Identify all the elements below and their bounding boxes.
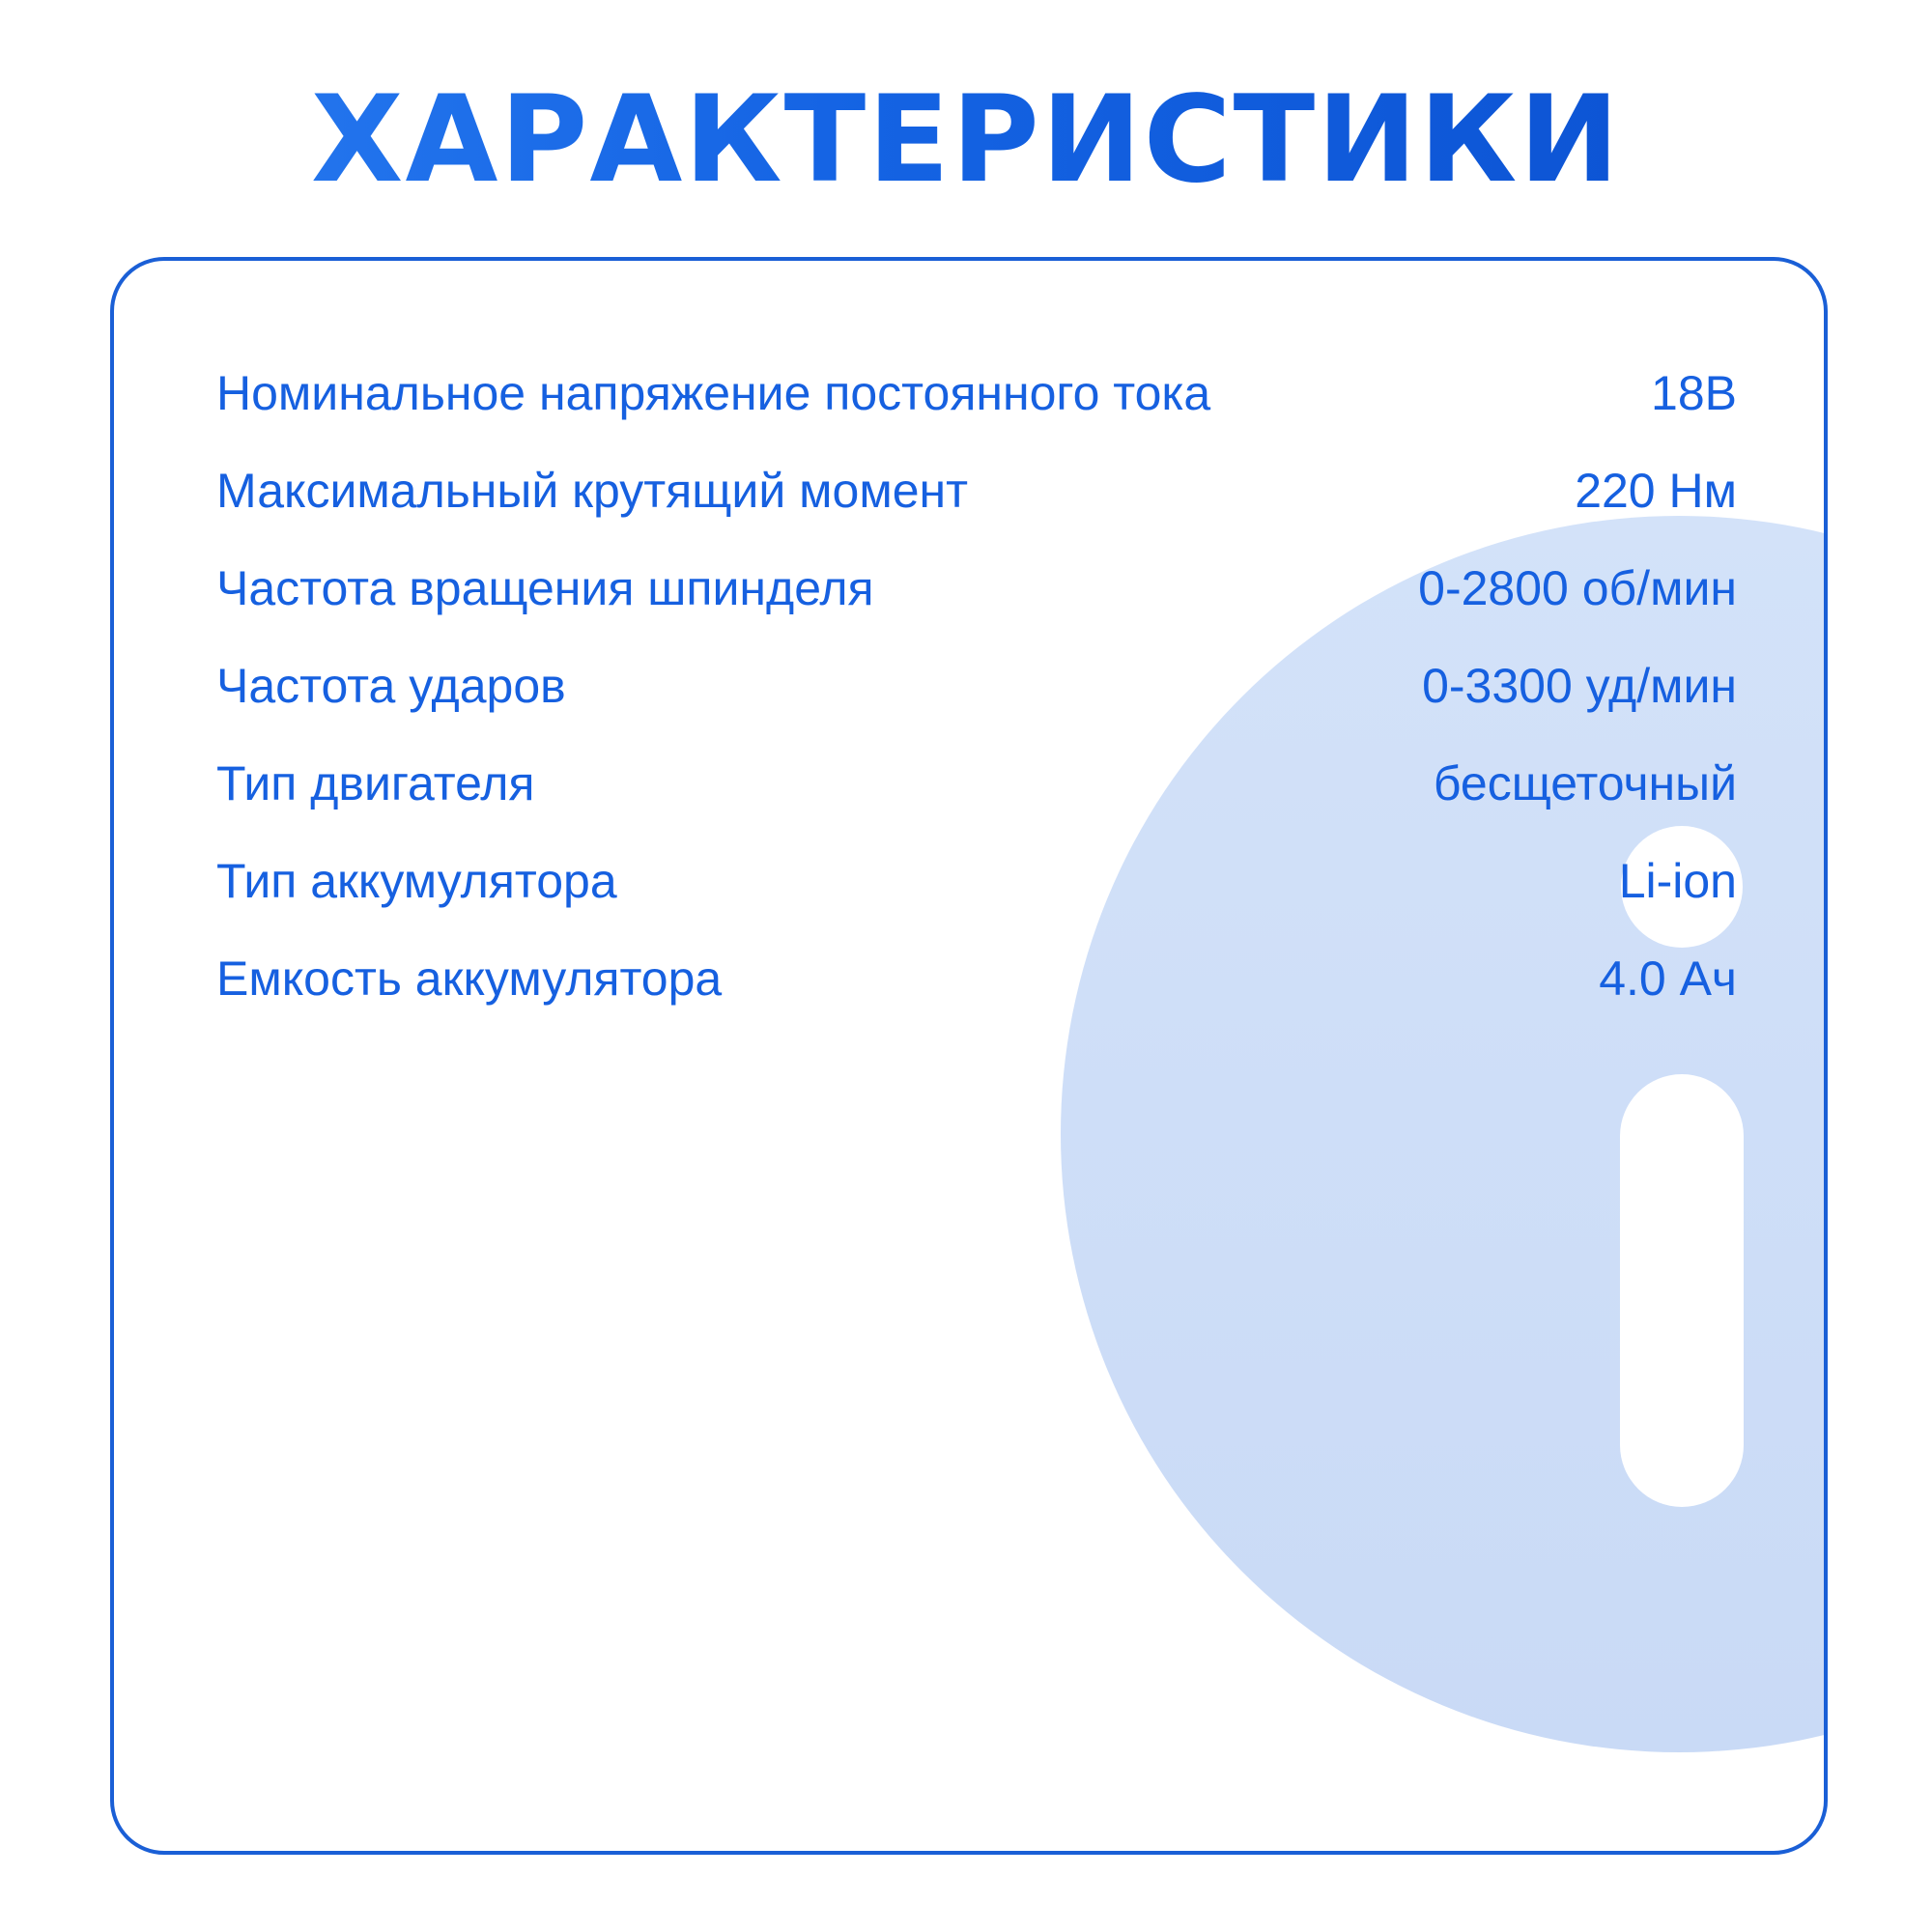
spec-label: Тип двигателя bbox=[216, 755, 535, 810]
spec-label: Тип аккумулятора bbox=[216, 853, 617, 908]
spec-value: 0-3300 уд/мин bbox=[1422, 658, 1737, 713]
spec-row-voltage bbox=[216, 344, 1737, 441]
spec-label: Частота ударов bbox=[216, 658, 566, 713]
spec-row-battery-type bbox=[216, 832, 1737, 929]
spec-row-impact-rate bbox=[216, 637, 1737, 734]
spec-card bbox=[110, 257, 1828, 1855]
spec-label: Емкость аккумулятора bbox=[216, 951, 723, 1006]
spec-label: Максимальный крутящий момент bbox=[216, 463, 969, 518]
spec-value: 18В bbox=[1651, 365, 1737, 420]
spec-row-torque bbox=[216, 441, 1737, 539]
spec-value: бесщеточный bbox=[1433, 755, 1737, 810]
spec-row-spindle-speed bbox=[216, 539, 1737, 637]
spec-value: 0-2800 об/мин bbox=[1418, 560, 1737, 615]
spec-row-motor-type bbox=[216, 734, 1737, 832]
page-title: ХАРАКТЕРИСТИКИ bbox=[0, 68, 1932, 213]
spec-label: Частота вращения шпинделя bbox=[216, 560, 874, 615]
spec-label: Номинальное напряжение постоянного тока bbox=[216, 365, 1211, 420]
spec-value: Li-ion bbox=[1618, 853, 1737, 908]
spec-list bbox=[216, 344, 1737, 1027]
spec-value: 220 Нм bbox=[1575, 463, 1737, 518]
spec-row-battery-capacity bbox=[216, 929, 1737, 1027]
spec-value: 4.0 Ач bbox=[1599, 951, 1737, 1006]
